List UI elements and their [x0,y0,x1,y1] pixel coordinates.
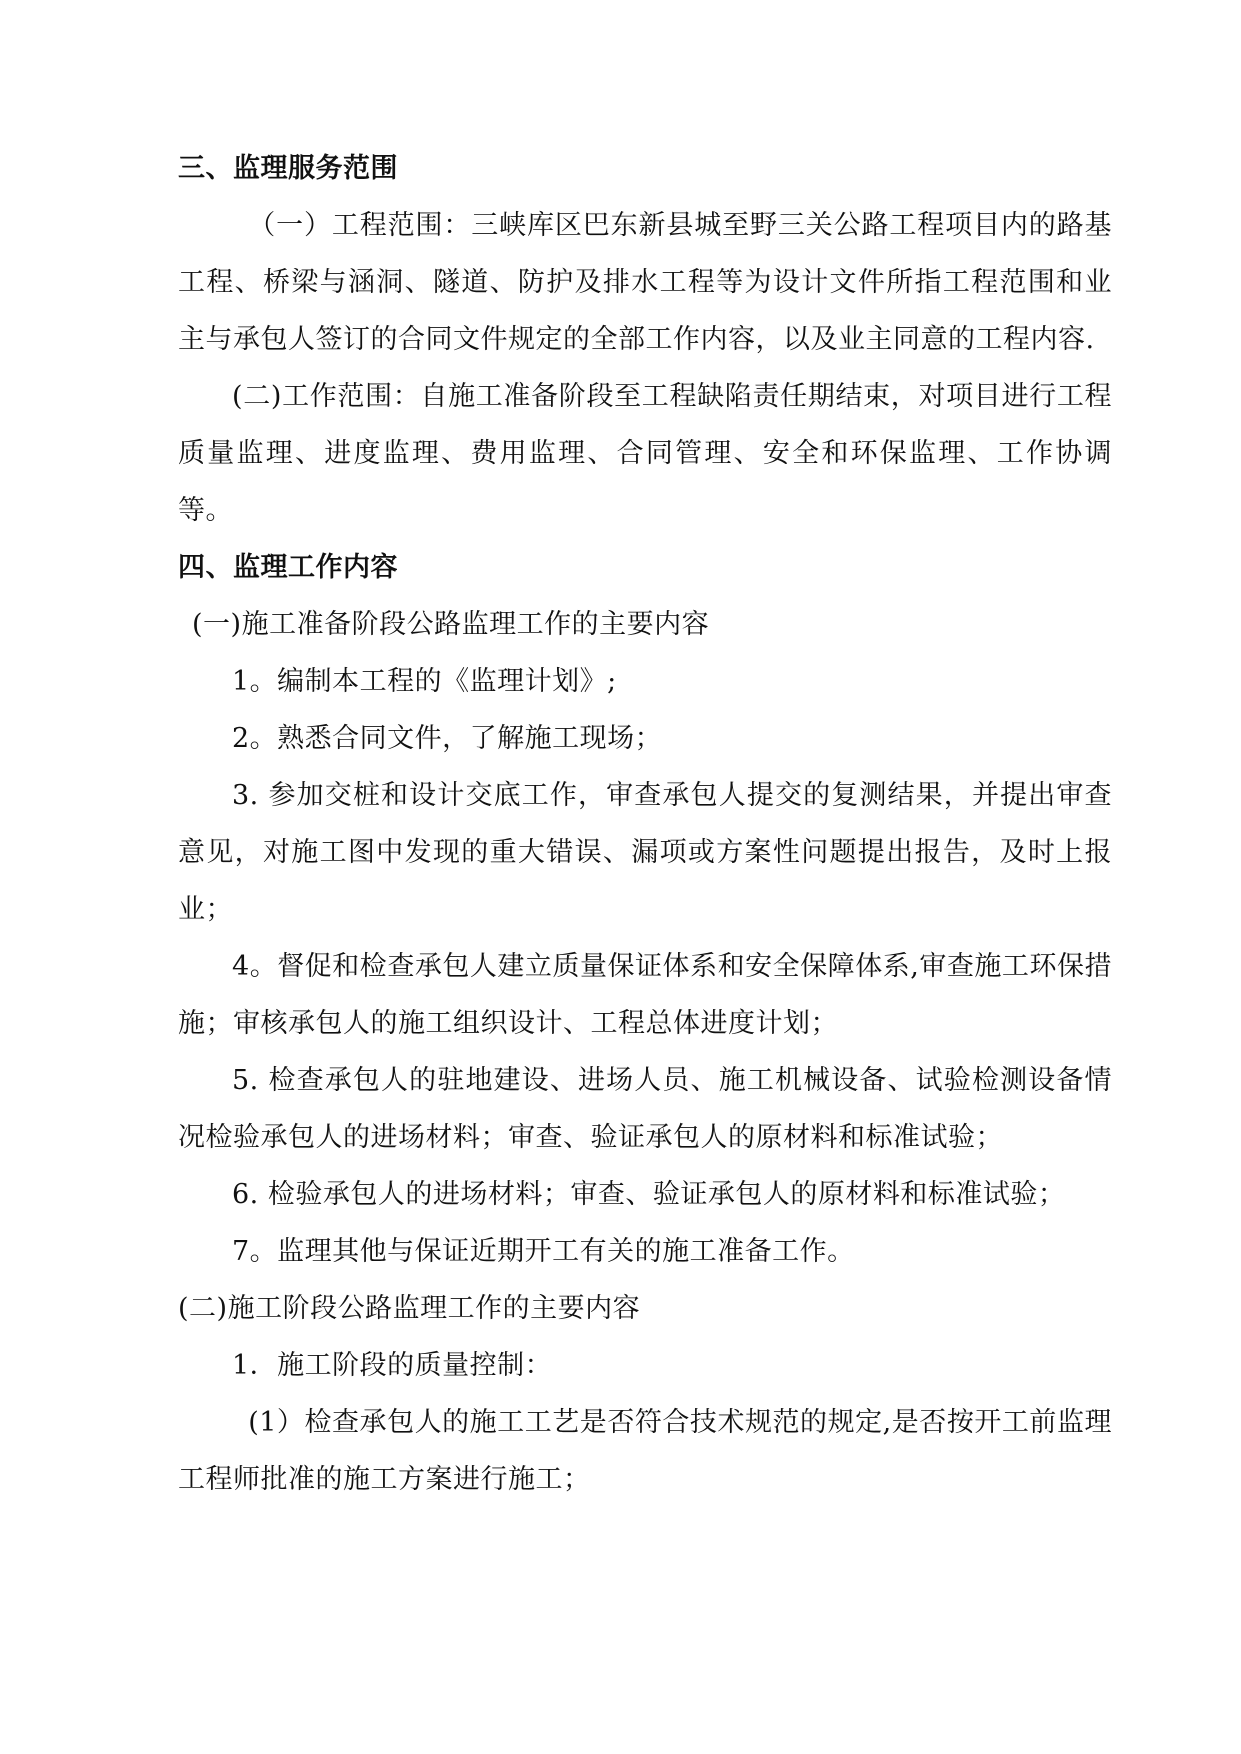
list-item: 6. 检验承包人的进场材料；审查、验证承包人的原材料和标准试验； [232,1179,1066,1210]
list-item-quality-control-1: (1）检查承包人的施工工艺是否符合技术规范的规定,是否按开工前监理工程师批准的施工方案进行施工； [178,1407,1112,1495]
section-heading-3: 三、监理服务范围 [178,153,398,184]
list-item: 2。熟悉合同文件，了解施工现场； [232,723,663,754]
list-item: 1。编制本工程的《监理计划》; [232,666,617,697]
list-item: 4。督促和检查承包人建立质量保证体系和安全保障体系,审查施工环保措施；审核承包人的施工组织设计、工程总体进度计划； [178,951,1112,1039]
list-item: 7。监理其他与保证近期开工有关的施工准备工作。 [232,1236,855,1267]
section-heading-4: 四、监理工作内容 [178,552,398,583]
paragraph-engineering-scope: （一）工程范围：三峡库区巴东新县城至野三关公路工程项目内的路基工程、桥梁与涵洞、隧道、防护及排水工程等为设计文件所指工程范围和业主与承包人签订的合同文件规定的全部工作内容，以及业主同意的工程内容. [178,210,1112,355]
subheading-construction-stage: (二)施工阶段公路监理工作的主要内容 [178,1293,641,1324]
list-item-quality-control: 1．施工阶段的质量控制： [232,1350,553,1381]
list-item: 3. 参加交桩和设计交底工作，审查承包人提交的复测结果，并提出审查意见，对施工图中发现的重大错误、漏项或方案性问题提出报告，及时上报业； [178,780,1112,925]
document-body [178,140,1112,1508]
subheading-preparation-stage: (一)施工准备阶段公路监理工作的主要内容 [192,609,710,640]
paragraph-work-scope: (二)工作范围：自施工准备阶段至工程缺陷责任期结束，对项目进行工程质量监理、进度监理、费用监理、合同管理、安全和环保监理、工作协调等。 [178,381,1112,526]
list-item: 5. 检查承包人的驻地建设、进场人员、施工机械设备、试验检测设备情况检验承包人的进场材料；审查、验证承包人的原材料和标准试验； [178,1065,1112,1153]
